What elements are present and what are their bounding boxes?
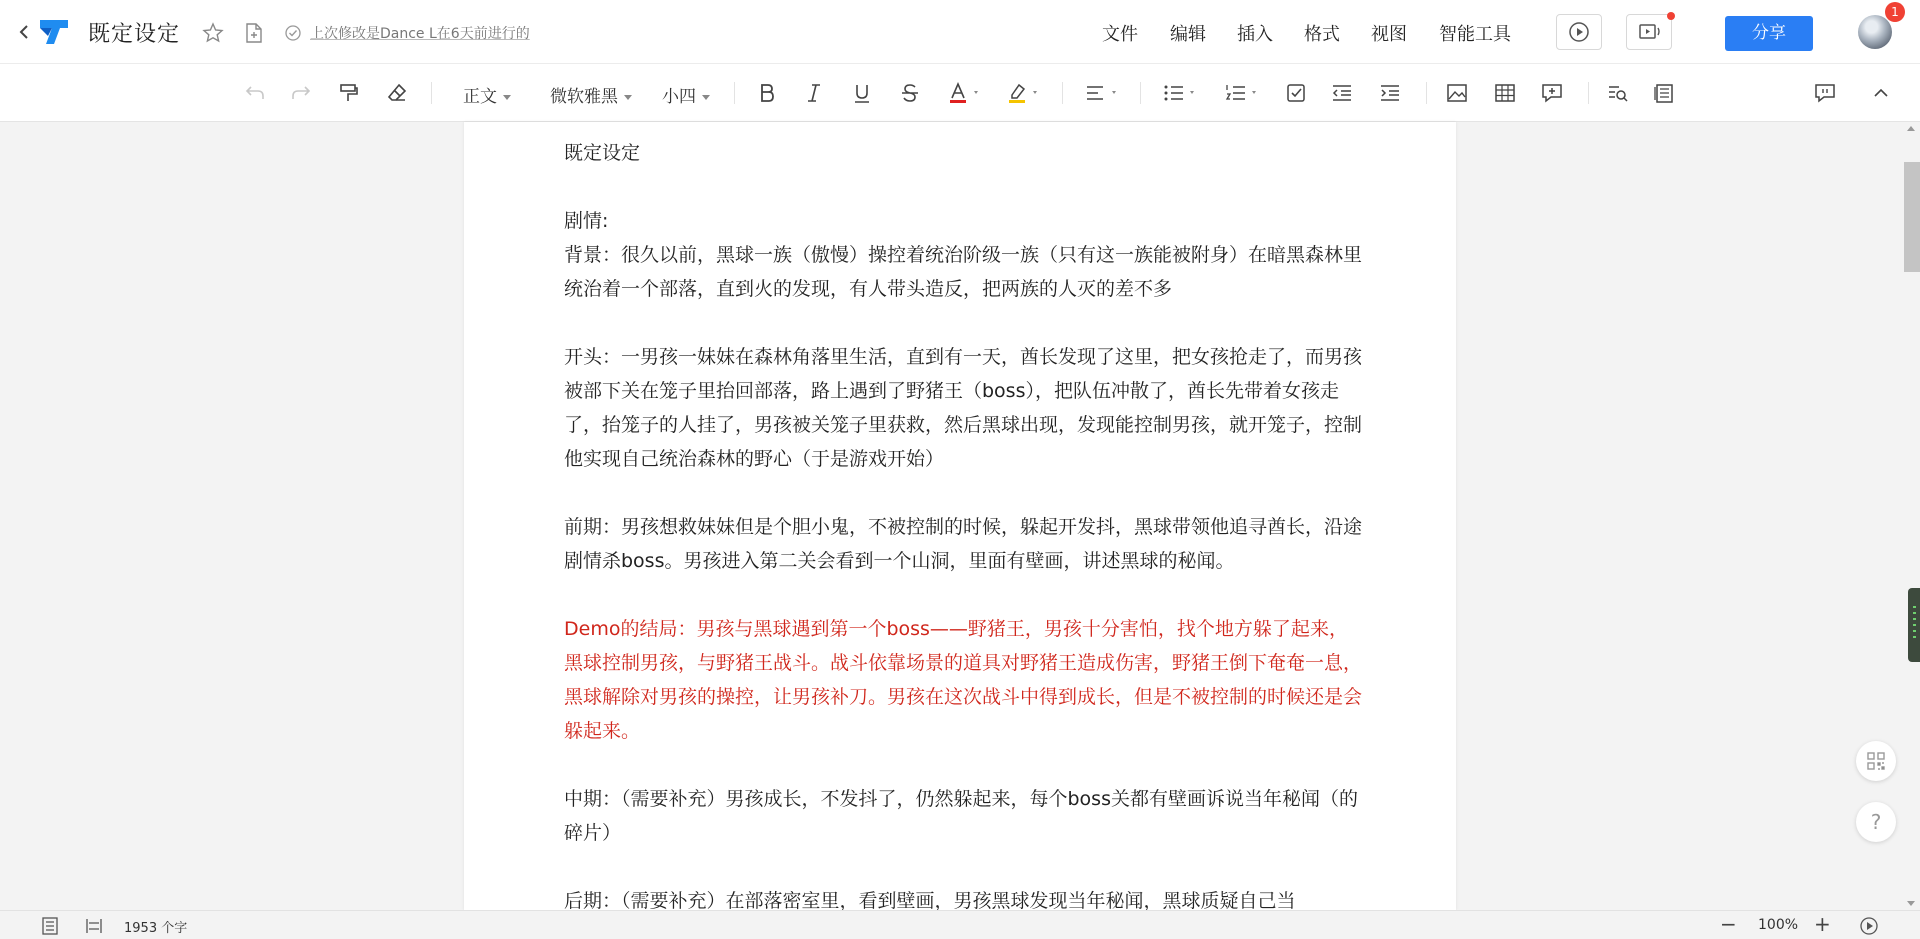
toolbar-divider [734,82,735,104]
menu-smart-tools[interactable]: 智能工具 [1439,24,1511,45]
chevron-down-icon [503,95,511,100]
toolbar-divider [1426,82,1427,104]
chevron-down-icon [702,95,710,100]
find-icon[interactable] [1606,81,1630,105]
align-icon[interactable] [1084,81,1124,105]
numbered-list-icon[interactable] [1224,81,1264,105]
doc-paragraph-late: 后期：（需要补充）在部落密室里，看到壁画，男孩黑球发现当年秘闻，黑球质疑自己当 [564,890,1296,910]
side-widget-tab[interactable] [1908,588,1920,662]
chevron-down-icon [624,95,632,100]
scrollbar-thumb[interactable] [1904,162,1920,272]
document-title[interactable]: 既定设定 [88,22,181,47]
vertical-scrollbar[interactable] [1902,122,1920,910]
italic-icon[interactable] [802,81,826,105]
doc-paragraph-early: 前期：男孩想救妹妹但是个胆小鬼，不被控制的时候，躲起开发抖，黑球带领他追寻酋长，沿途剧情杀boss。男孩进入第二关会看到一个山洞，里面有壁画，讲述黑球的秘闻。 [564,516,1363,572]
help-question-icon: ? [1870,810,1882,834]
checklist-icon[interactable] [1284,81,1308,105]
bullet-list-icon[interactable] [1162,81,1202,105]
doc-paragraph-opening: 开头：一男孩一妹妹在森林角落里生活，直到有一天，酋长发现了这里，把女孩抢走了，而男孩被部下关在笼子里抬回部落，路上遇到了野猪王（boss），把队伍冲散了，酋长先带着女孩走了，抬笼子的人挂了，男孩被关笼子里获救，然后黑球出现，发现能控制男孩，就开笼子，控制他实现自己统治森林的野心（于是游戏开始） [564,346,1363,470]
underline-icon[interactable] [850,81,874,105]
play-icon [1568,21,1590,43]
image-icon[interactable] [1445,81,1469,105]
font-family-value: 微软雅黑 [550,87,618,107]
outdent-icon[interactable] [1330,81,1354,105]
doc-paragraph-mid: 中期：（需要补充）男孩成长，不发抖了，仍然躲起来，每个boss关都有壁画诉说当年秘闻（的碎片） [564,788,1358,844]
collapse-toolbar-icon[interactable] [1869,81,1893,105]
app-logo-icon [36,16,72,48]
help-button[interactable] [1856,802,1896,842]
font-size-select[interactable] [662,82,710,107]
broadcast-alert-dot [1667,12,1675,20]
menu-insert[interactable]: 插入 [1237,24,1273,45]
avatar[interactable] [1858,15,1892,49]
format-painter-icon[interactable] [337,81,361,105]
outline-view-icon[interactable] [40,916,60,936]
menu-file[interactable]: 文件 [1102,24,1138,45]
font-color-icon[interactable] [946,81,986,105]
favorite-star-icon[interactable] [202,22,224,44]
document-body[interactable] [564,136,1364,910]
outline-icon[interactable] [1652,81,1676,105]
indent-icon[interactable] [1378,81,1402,105]
doc-plot-label: 剧情: [564,210,609,232]
top-bar [0,0,1920,64]
menu-format[interactable]: 格式 [1304,24,1340,45]
screen-share-icon [1638,21,1662,43]
qr-code-icon [1866,751,1886,771]
toolbar-divider [431,82,432,104]
comment-insert-icon[interactable] [1540,81,1564,105]
comments-panel-icon[interactable] [1813,81,1837,105]
scroll-down-icon[interactable] [1907,901,1915,906]
toolbar-divider [1588,82,1589,104]
highlight-icon[interactable] [1005,81,1045,105]
notification-badge[interactable]: 1 [1885,2,1905,22]
zoom-level[interactable]: 100% [1758,917,1799,933]
menu-edit[interactable]: 编辑 [1170,24,1206,45]
doc-paragraph-demo-ending: Demo的结局：男孩与黑球遇到第一个boss——野猪王，男孩十分害怕，找个地方躲了起来，黑球控制男孩，与野猪王战斗。战斗依靠场景的道具对野猪王造成伤害，野猪王倒下奄奄一息，黑球解除对男孩的操控，让男孩补刀。男孩在这次战斗中得到成长，但是不被控制的时候还是会躲起来。 [564,618,1363,742]
document-page[interactable] [464,122,1456,910]
font-family-select[interactable] [550,82,632,107]
word-count: 1953 个字 [124,921,188,936]
toolbar-divider [1062,82,1063,104]
formatting-toolbar [0,64,1920,122]
last-modified-status[interactable]: 上次修改是Dance L在6天前进行的 [310,26,530,42]
doc-paragraph-background: 背景：很久以前，黑球一族（傲慢）操控着统治阶级一族（只有这一族能被附身）在暗黑森林里统治着一个部落，直到火的发现，有人带头造反，把两族的人灭的差不多 [564,244,1363,300]
status-bar [0,910,1920,939]
scroll-up-icon[interactable] [1907,126,1915,131]
present-button[interactable] [1556,14,1602,50]
paragraph-style-value: 正文 [463,87,497,107]
share-button[interactable]: 分享 [1725,16,1813,51]
qr-code-button[interactable] [1856,741,1896,781]
doc-heading: 既定设定 [564,142,641,164]
zoom-in-button[interactable]: + [1814,912,1831,936]
play-presentation-icon[interactable] [1859,916,1879,936]
undo-icon[interactable] [243,81,267,105]
bold-icon[interactable] [755,81,779,105]
broadcast-button[interactable] [1626,14,1672,50]
back-arrow-icon[interactable] [14,22,34,42]
toolbar-divider [1140,82,1141,104]
zoom-out-button[interactable]: − [1720,912,1737,936]
add-to-folder-icon[interactable] [244,22,264,44]
menu-view[interactable]: 视图 [1371,24,1407,45]
strikethrough-icon[interactable] [898,81,922,105]
saved-check-icon [285,25,301,41]
page-width-icon[interactable] [84,916,104,936]
font-size-value: 小四 [662,87,696,107]
paragraph-style-select[interactable] [463,82,511,107]
eraser-icon[interactable] [385,81,409,105]
redo-icon[interactable] [289,81,313,105]
table-icon[interactable] [1493,81,1517,105]
